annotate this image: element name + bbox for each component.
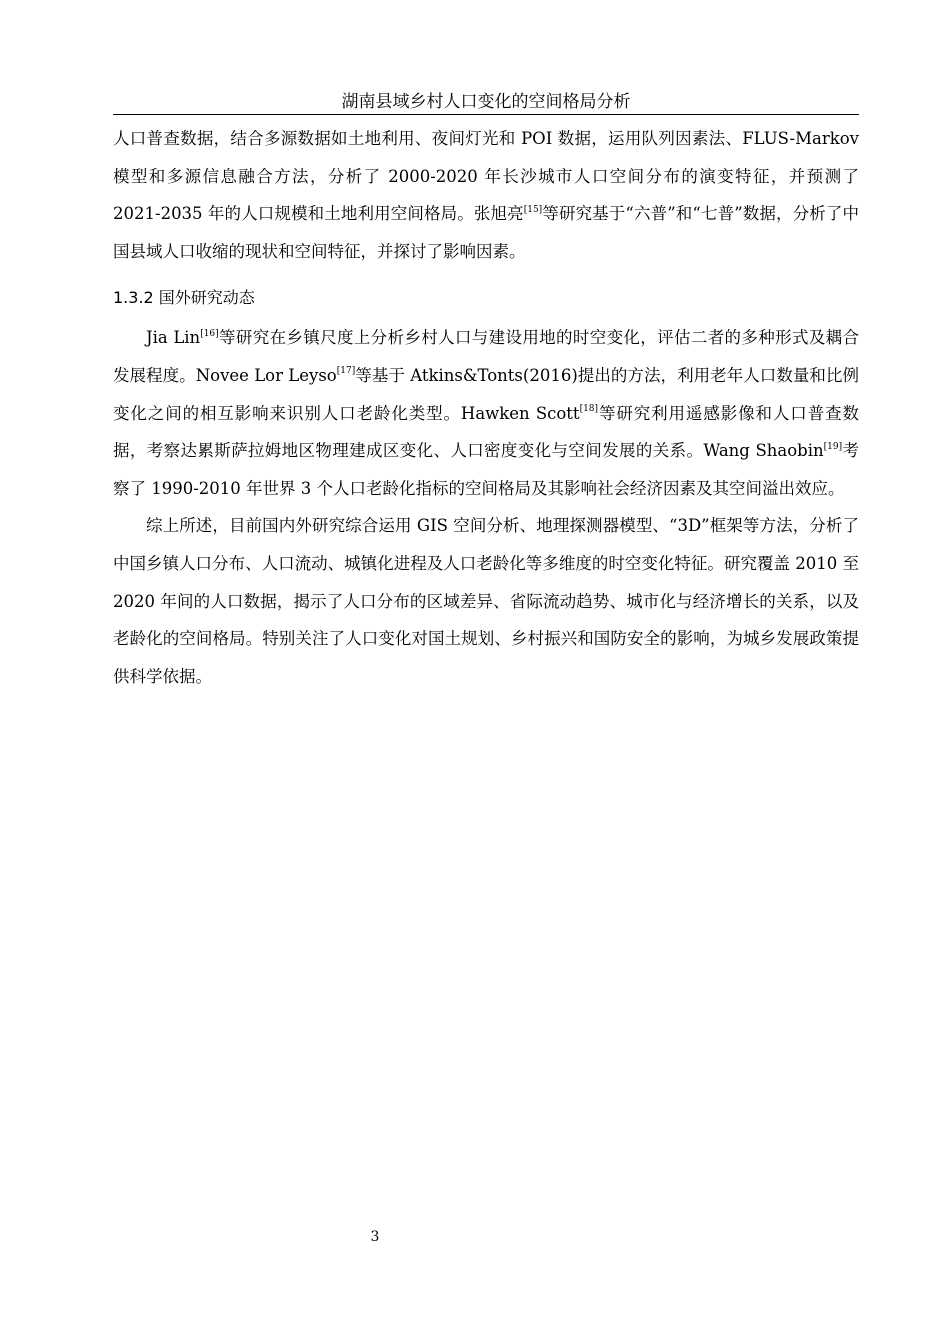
body-text	[113, 120, 859, 695]
text-run: 考察了 1990-2010 年世界 3 个人口老龄化指标的空间格局及其影响社会经济因素及其空间溢出效应。	[113, 441, 860, 498]
text-run: 等基于 Atkins&Tonts(2016)提出的方法，利用老年人口数量和比例变化之间的相互影响来识别人口老龄化类型。Hawken Scott	[113, 365, 860, 423]
text-run: 综上所述，目前国内外研究综合运用 GIS 空间分析、地理探测器模型、“3D”框架等方法，分析了中国乡镇人口分布、人口流动、城镇化进程及人口老龄化等多维度的时空变化特征。研究覆盖 2010 至 2020 年间的人口数据，揭示了人口分布的区域差异、省际流动趋势、城市化与经济增长的关系，以及老龄化的空间格局。特别关注了人口变化对国土规划、乡村振兴和国防安全的影响，为城乡发展政策提供科学依据。	[113, 516, 859, 686]
citation-ref: [17]	[336, 366, 356, 377]
citation-ref: [15]	[523, 204, 543, 215]
citation-ref: [19]	[823, 441, 843, 452]
running-header: 湖南县域乡村人口变化的空间格局分析	[341, 92, 631, 112]
citation-ref: [16]	[200, 328, 219, 339]
page-number: 3	[370, 1229, 380, 1245]
paragraph-summary	[113, 507, 859, 695]
citation-ref: [18]	[579, 404, 599, 415]
paragraph-continued	[113, 120, 859, 270]
paragraph-foreign-research	[113, 319, 859, 507]
text-run: 等研究利用遥感影像和人口普查数据，考察达累斯萨拉姆地区物理建成区变化、人口密度变化与空间发展的关系。Wang Shaobin	[113, 403, 859, 461]
text-run: 等研究在乡镇尺度上分析乡村人口与建设用地的时空变化，评估二者的多种形式及耦合发展程度。Novee Lor Leyso	[113, 328, 859, 385]
text-run: 人口普查数据，结合多源数据如土地利用、夜间灯光和 POI 数据，运用队列因素法、FLUS-Markov 模型和多源信息融合方法，分析了 2000-2020 年长沙城市人口空间分布的演变特征，并预测了 2021-2035 年的人口规模和土地利用空间格局。张旭亮	[113, 129, 859, 224]
text-run: Jia Lin	[146, 328, 201, 348]
section-heading: 1.3.2 国外研究动态	[113, 288, 255, 308]
text-run: 等研究基于“六普”和“七普”数据，分析了中国县域人口收缩的现状和空间特征，并探讨了影响因素。	[113, 204, 859, 261]
header-rule	[113, 114, 859, 115]
